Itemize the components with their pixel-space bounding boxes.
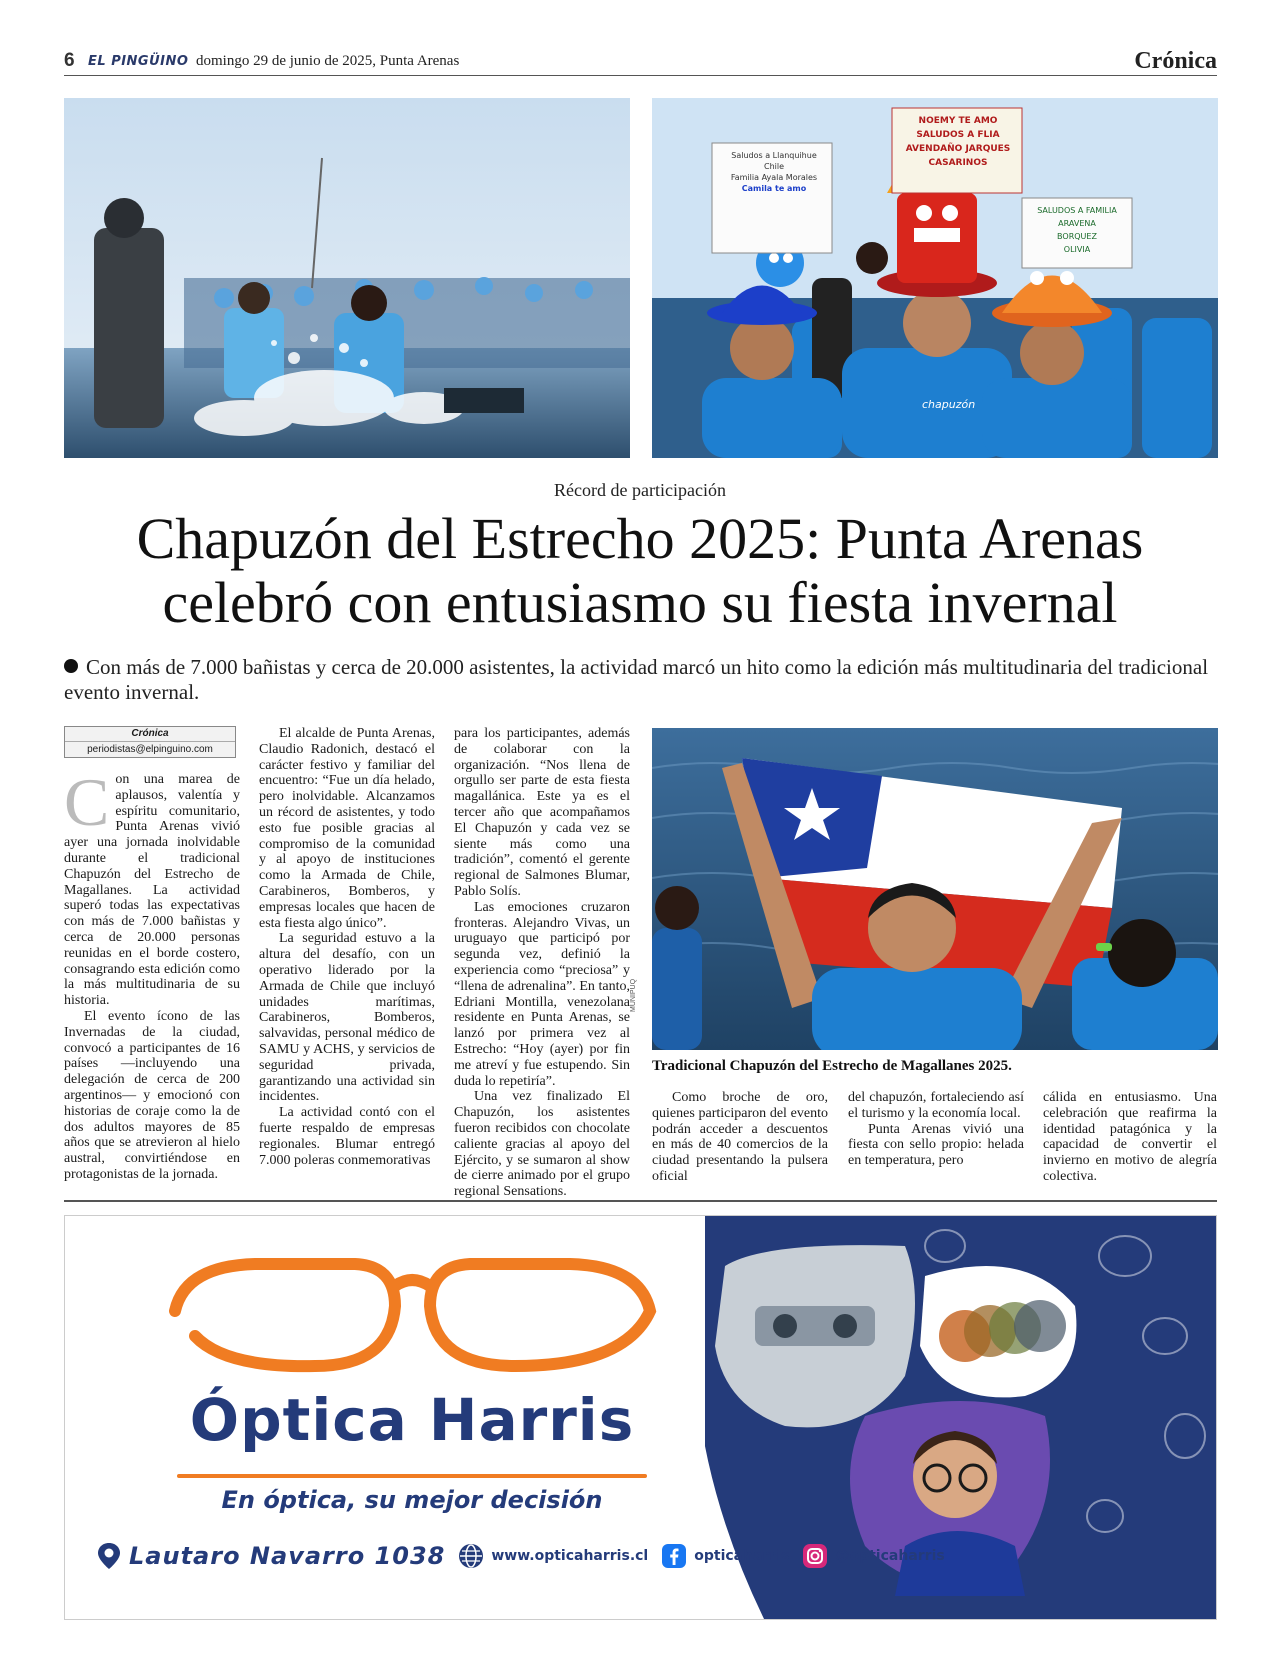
ad-brand-underline [177,1474,647,1478]
page-number: 6 [64,50,75,71]
section-name: Crónica [1134,48,1217,74]
paragraph: Una vez finalizado El Chapuzón, los asistentes fueron recibidos con chocolate caliente gracias al apoyo del Ejército, y se sumaron al show de cierre animado por el grupo regional Sensations. [454,1089,630,1200]
paragraph: La seguridad estuvo a la altura del desafío, con un operativo liderado por la Armada de Chile que incluyó unidades marítimas, Carabineros, Bomberos, salvavidas, personal médico de SAMU y ACHS, y servicios de seguridad privada, garantizando una actividad sin incidentes. [259,931,435,1105]
masthead-logo: EL PINGÜINO [88,54,189,69]
byline-box [64,726,236,758]
bullet-icon [64,659,78,673]
paragraph: Como broche de oro, quienes participaron del evento podrán acceder a descuentos en más de 40 comercios de la ciudad presentando la pulsera oficial [652,1090,828,1184]
sign-right-line: OLIVIA [1063,245,1091,254]
deck [64,655,1217,705]
ad-address [95,1542,445,1570]
paragraph [64,764,240,1009]
photo-credit: MUNIPUQ [630,978,637,1012]
deck-text: Con más de 7.000 bañistas y cerca de 20.000 asistentes, la actividad marcó un hito como la edición más multitudinaria del tradicional evento invernal. [64,655,1209,704]
sign-center-line: NOEMY TE AMO [918,116,998,126]
ad-brand-name: Óptica Harris [189,1386,635,1454]
sign-center-line: CASARINOS [928,158,988,168]
divider [64,1200,1217,1202]
ad-facebook[interactable] [660,1542,789,1570]
article-column-4 [652,1090,828,1185]
headline [40,507,1240,635]
dropcap: C [64,764,110,840]
article-column-2 [259,726,435,1168]
page-header [64,50,1217,76]
sign-right-line: SALUDOS A FAMILIA [1037,206,1117,215]
sign-center-line: AVENDAÑO JARQUES [905,144,1011,154]
paragraph: del chapuzón, fortaleciendo así el turismo y la economía local. [848,1090,1024,1121]
paragraph: El alcalde de Punta Arenas, Claudio Radonich, destacó el carácter festivo y familiar del encuentro: “Fue un día helado, pero inolvidable. Alcanzamos un récord de asistentes, y todo esto fue posible gracias al compromiso de la comunidad y al apoyo de instituciones como la Armada de Chile, Carabineros, Bomberos, y empresas locales que hacen de esta fiesta algo único”. [259,726,435,931]
photo-caption: Tradicional Chapuzón del Estrecho de Magallanes 2025. [652,1058,1012,1074]
paragraph: Punta Arenas vivió una fiesta con sello propio: helada en temperatura, pero [848,1121,1024,1169]
ad-address-text: Lautaro Navarro 1038 [129,1542,446,1570]
location-pin-icon [95,1542,123,1570]
sign-center-line: SALUDOS A FLIA [916,130,1000,140]
article-column-5 [848,1090,1024,1169]
ad-instagram-text[interactable]: @opticaharris [835,1548,945,1564]
article-column-3 [454,726,630,1200]
byline-author: Crónica [65,727,235,742]
photo-flag [652,728,1218,1050]
article-column-6 [1043,1090,1217,1185]
sign-left-line: Chile [763,162,785,171]
ad-facebook-text[interactable]: opticaharris [694,1548,790,1564]
ad-instagram[interactable] [801,1542,944,1570]
paragraph: El evento ícono de las Invernadas de la ciudad, convocó a participantes de 16 países —incluyendo una delegación de cerca de 200 argentinos— y emocionó con historias de coraje como la de dos adultos mayores de 85 años que se atrevieron al hielo austral, convirtiéndose en protagonistas de la jornada. [64,1008,240,1182]
paragraph: La actividad contó con el fuerte respaldo de empresas regionales. Blumar entregó 7.000 poleras conmemorativas [259,1105,435,1168]
ad-website-text[interactable]: www.opticaharris.cl [491,1548,649,1564]
sign-right-line: BORQUEZ [1057,232,1097,241]
shirt-logo: chapuzón [922,398,976,411]
photo-splash [64,98,630,458]
sign-left-line: Saludos a Llanquihue [731,151,817,160]
ad-contact-bar [95,1534,957,1578]
paragraph: para los participantes, además de colaborar con la organización. “Nos llena de orgullo ser parte de esta fiesta magallánica. Este ya es el tercer año que acompañamos El Chapuzón y cada vez se siente más como una tradición”, comentó el gerente regional de Salmones Blumar, Pablo Solís. [454,726,630,899]
sign-left-line: Familia Ayala Morales [730,173,818,182]
paragraph-text: on una marea de aplausos, valentía y espíritu comunitario, Punta Arenas vivió ayer una jornada inolvidable durante el tradicional Chapuzón del Estrecho de Magallanes. La actividad superó todas las expectativas con más de 7.000 bañistas y cerca de 20.000 personas reunidas en el borde costero, consagrando esta edición como la más multitudinaria de su historia. [64,772,240,1009]
sign-left-line: Camila te amo [741,184,807,193]
advertisement[interactable] [64,1215,1217,1620]
globe-icon [457,1542,485,1570]
sign-right [1024,204,1130,256]
ad-website[interactable] [457,1542,648,1570]
headline-line: Chapuzón del Estrecho 2025: Punta Arenas [136,506,1144,571]
facebook-icon [660,1542,688,1570]
instagram-icon [801,1542,829,1570]
date-line: domingo 29 de junio de 2025, Punta Arenas [196,53,460,69]
paragraph: cálida en entusiasmo. Una celebración que reafirma la identidad patagónica y la capacidad de convertir el invierno en motivo de alegría colectiva. [1043,1090,1217,1184]
paragraph: Las emociones cruzaron fronteras. Alejandro Vivas, un uruguayo que participó por segunda vez, definió la experiencia como “preciosa” y “llena de adrenalina”. En tanto, Edriani Montilla, venezolana residente en Punta Arenas, se lanzó por primera vez al Estrecho: “Hoy (ayer) por fin me atreví y fue estupendo. Sin duda lo repetiría”. [454,899,630,1089]
article-column-1 [64,764,240,1183]
ad-tagline: En óptica, su mejor decisión [221,1486,603,1514]
sign-left [716,150,832,194]
photo-costumes [652,98,1218,458]
byline-email[interactable]: periodistas@elpinguino.com [87,744,213,755]
sign-center [896,114,1020,170]
kicker: Récord de participación [554,480,726,500]
sign-right-line: ARAVENA [1058,219,1096,228]
headline-line: celebró con entusiasmo su fiesta invernal [162,570,1118,635]
